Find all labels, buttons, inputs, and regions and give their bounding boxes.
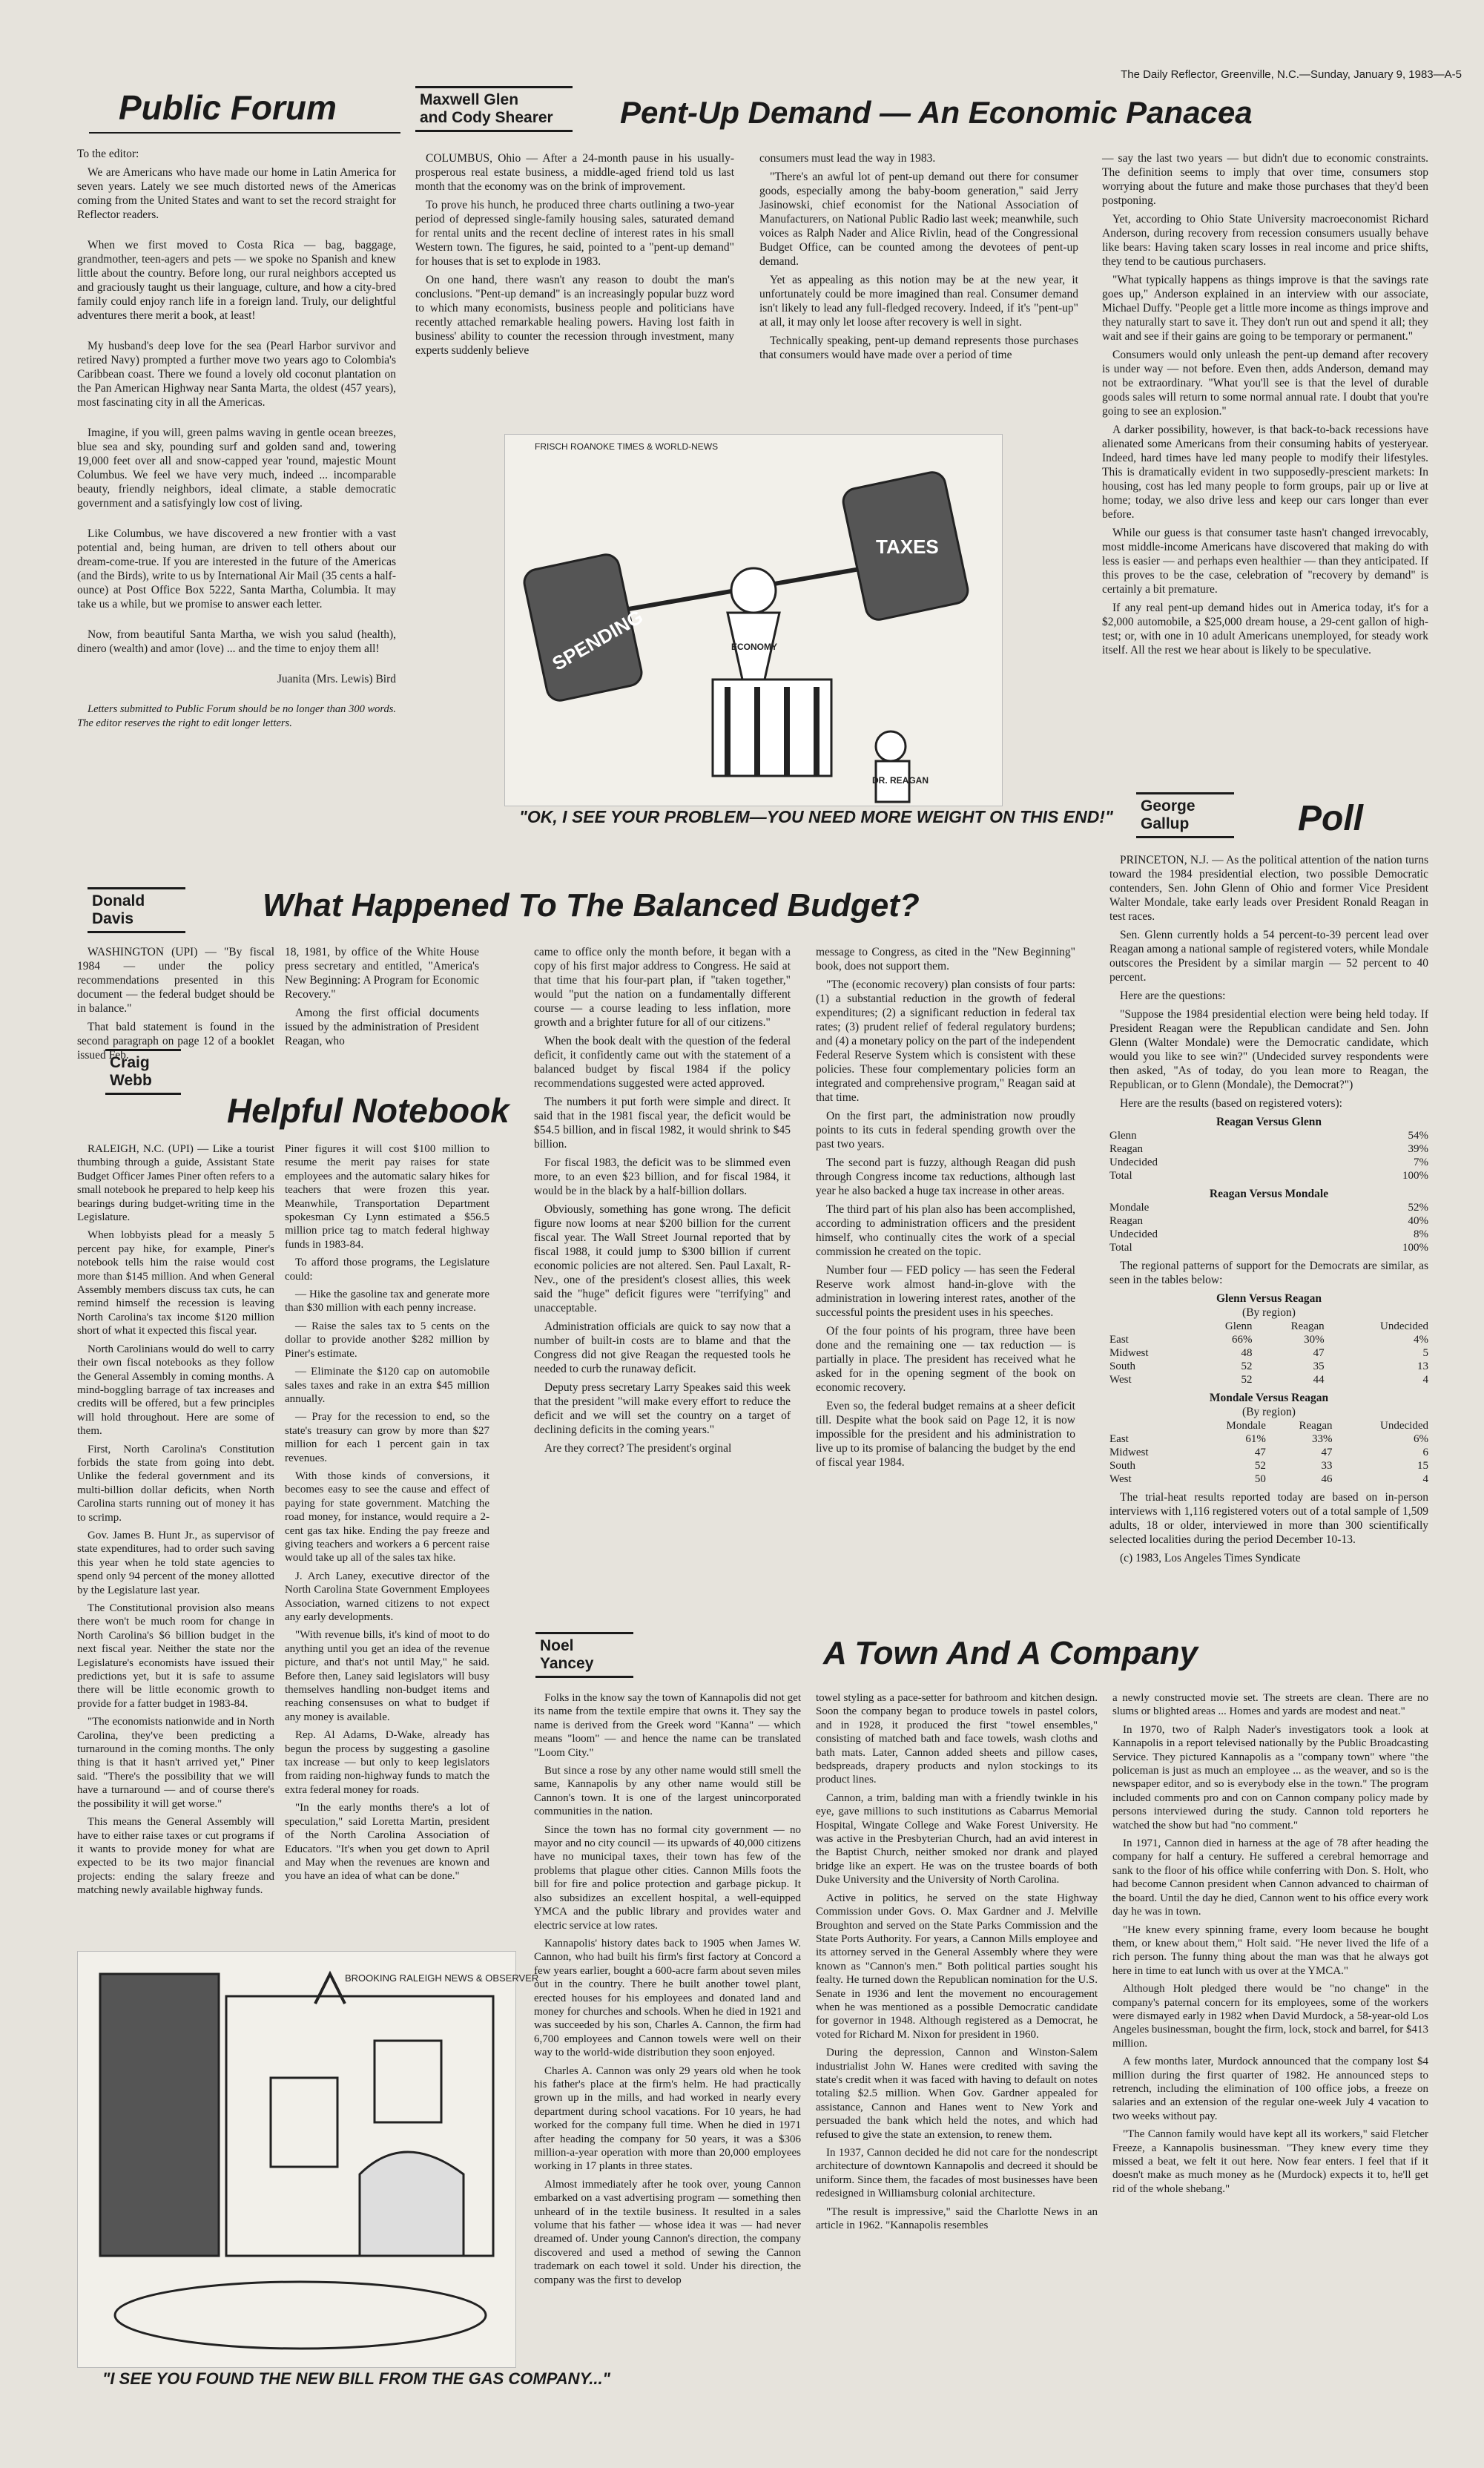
table-header: Undecided: [1380, 1320, 1428, 1332]
poll-table-title: Reagan Versus Mondale: [1209, 1188, 1329, 1200]
table-cell: 4: [1422, 1473, 1428, 1485]
cartoon-drawing: [78, 1952, 539, 2367]
table-cell: Undecided: [1109, 1228, 1158, 1240]
poll-paragraph: Sen. Glenn currently holds a 54 percent-to-39 percent lead over Reagan among a national sample of registered voters, while Mondale outscores the President by a similar margin — 52 percent to 40 percent.: [1109, 929, 1428, 984]
table-row: [1109, 1142, 1428, 1156]
poll-paragraph: Here are the questions:: [1120, 990, 1226, 1002]
masthead: The Daily Reflector, Greenville, N.C.—Sunday, January 9, 1983—A-5: [1121, 68, 1462, 81]
table-cell: 30%: [1304, 1334, 1325, 1346]
table-cell: 52: [1241, 1374, 1253, 1386]
article-paragraph: When the book dealt with the question of the federal deficit, it confidently came out with the statement of a balanced budget by fiscal 1984 if the policy recommendations suggested were acted approved.: [534, 1035, 791, 1090]
poll-paragraph: The regional patterns of support for the Democrats are similar, as seen in the tables below:: [1109, 1260, 1428, 1286]
table-cell: 13: [1417, 1360, 1428, 1372]
poll-table-title: Reagan Versus Glenn: [1216, 1116, 1322, 1128]
table-cell: 100%: [1402, 1170, 1428, 1182]
article-paragraph: During the depression, Cannon and Winston-Salem industrialist John W. Hanes were credited with saving the state's credit when it was faced with having to default on notes totaling $2.5 million. When Gov. Gardner appealed for assistance, Cannon and Hanes went to New York and persuaded the bank which held the notes, and which had refused to give the state an extension, to renew them.: [816, 2047, 1098, 2141]
poll-paragraph: The trial-heat results reported today are based on in-person interviews with 1,116 registered voters out of a total sample of 1,509 adults, 18 or older, interviewed in more than 300 scientifically selected localities during the period December 10-13.: [1109, 1491, 1428, 1546]
table-header: Mondale: [1226, 1420, 1266, 1432]
table-cell: Midwest: [1109, 1447, 1149, 1458]
article-paragraph: This means the General Assembly will have to either raise taxes or cut programs if it wants to provide money for what are expected to be its two major financial projects: ending the salary freeze and matching newly available highway funds.: [77, 1816, 274, 1897]
article-paragraph: Charles A. Cannon was only 29 years old when he took his father's place at the firm's helm. He had practically grown up in the mills, and had worked in nearly every department during school vacations. For 10 years, he had worked for the company full time. When he died in 1971 after heading the company for 50 years, it was a $306 million-a-year operation with more than 20,000 employees working in 17 plants in three states.: [534, 2064, 801, 2173]
article-paragraph: Deputy press secretary Larry Speakes said this week that the president "will make every effort to reduce the deficit and we will set the country on a target of declining deficits in the coming years.": [534, 1381, 791, 1436]
article-paragraph: Gov. James B. Hunt Jr., as supervisor of state expenditures, had to order such saving this year when he told state agencies to spend only 94 percent of the money allotted by the Legislature last year.: [77, 1529, 274, 1596]
table-cell: East: [1109, 1433, 1129, 1445]
table-row: [1109, 1360, 1428, 1373]
article-paragraph: "The result is impressive," said the Charlotte News in an article in 1962. "Kannapolis resembles: [816, 2205, 1098, 2232]
table-cell: 6: [1422, 1447, 1428, 1458]
cartoon-drawing: [505, 435, 1002, 806]
table-row: [1109, 1156, 1428, 1169]
article-paragraph: On one hand, there wasn't any reason to doubt the man's conclusions. "Pent-up demand" is an increasingly popular buzz word to which many economists, business people and politicians have recently attached remarkable healing powers. Having lost faith in business' ability to counter the recession through investment, many experts suddenly believe: [415, 274, 734, 357]
article-paragraph: "What typically happens as things improve is that the savings rate goes up," Anderson explained in an interview with our associate, Michael Duffy. "People get a little more income as things improve and they naturally start to save it. They don't run out and spend it all; they wait and see if their gains are going to be temporary or permanent.": [1102, 274, 1428, 343]
article-paragraph: If any real pent-up demand hides out in America today, it's for a $2,000 automobile, a $25,000 dream house, a 29-cent gallon of high-test; or, with one in 10 adult Americans unemployed, for steady work itself. All the rest we hear about is likely to be speculative.: [1102, 602, 1428, 657]
article-paragraph: Cannon, a trim, balding man with a friendly twinkle in his eye, gave millions to such institutions as Cabarrus Memorial Hospital, Wingate College and Wake Forest University. He was active in the Presbyterian Church, had an avid interest in the Baptist Church, neither smoked nor drank and played bridge like an expert. He was on the trustee boards of both Duke University and the University of North Carolina.: [816, 1791, 1098, 1886]
table-cell: 33%: [1311, 1433, 1333, 1445]
article-paragraph: The second part is fuzzy, although Reagan did push through Congress income tax reductions, although last year he also backed a huge tax increase in other areas.: [816, 1156, 1075, 1197]
table-cell: South: [1109, 1460, 1136, 1472]
article-paragraph: Folks in the know say the town of Kannapolis did not get its name from the textile empire that owns it. They say the name is derived from the Greek word "Kanna" — which means "loom" — and hence the name can be translated "Loom City.": [534, 1692, 801, 1759]
town-byline: [535, 1632, 633, 1678]
table-header: Glenn: [1224, 1320, 1253, 1332]
table-cell: West: [1109, 1374, 1132, 1386]
town-column-2: [816, 1691, 1098, 2237]
poll-table-glenn: [1109, 1129, 1428, 1182]
table-cell: Glenn: [1109, 1130, 1137, 1142]
table-cell: 44: [1313, 1374, 1325, 1386]
table-cell: 66%: [1232, 1334, 1253, 1346]
weightlifter-caption: "OK, I SEE YOUR PROBLEM—YOU NEED MORE WEIGHT ON THIS END!": [519, 807, 1113, 826]
article-paragraph: COLUMBUS, Ohio — After a 24-month pause in his usually-prosperous real estate business, a middle-aged friend told us last month that the economy was on the brink of improvement.: [415, 152, 734, 193]
article-paragraph: towel styling as a pace-setter for bathroom and kitchen design. Soon the company began to produce towels in pastel colors, and in 1928, it produced the first "towel ensembles," consisting of matched bath and face towels, wash cloths and bath mats. Later, Cannon added sheets and pillow cases, bedspreads, drapery products and nylon stockings to its product lines.: [816, 1692, 1098, 1786]
forum-salutation: To the editor:: [77, 148, 139, 160]
article-paragraph: First, North Carolina's Constitution forbids the state from going into debt. Unlike the federal government and its multi-billion dollar deficits, when North Carolina starts running out of money it has to scrimp.: [77, 1443, 274, 1524]
article-paragraph: Kannapolis' history dates back to 1905 when James W. Cannon, who had built his firm's first factory at Concord a few years earlier, bought a 600-acre farm about seven miles out in the country. There he built another towel plant, erected houses for his employees and donated land and money for churches and schools. When he died in 1921 and was succeeded by his son, Charles A. Cannon, the firm had 6,700 employees and Cannon towels were well on their way to the world-wide distribution they soon enjoyed.: [534, 1937, 801, 2059]
balanced-column-3: [534, 945, 791, 1460]
public-forum-column: [77, 147, 396, 735]
byline-name: Noel: [540, 1637, 574, 1654]
town-column-1: [534, 1691, 801, 2291]
table-row: [1109, 1228, 1428, 1241]
poll-paragraph: "Suppose the 1984 presidential election were being held today. If President Reagan were the Republican candidate and Sen. John Glenn (Walter Mondale) were the Democratic candidate, which would you like to see win?" (Undecided survey respondents were then asked, "As of today, do you lean more to Reagan, the Republican, or to Glenn (Mondale), the Democrat?"): [1109, 1008, 1428, 1091]
notebook-column-2: [285, 1142, 489, 1888]
forum-policy-note: Letters submitted to Public Forum should be no longer than 300 words. The editor reserves the right to edit longer letters.: [77, 703, 396, 729]
byline-name: Donald: [92, 892, 145, 909]
article-paragraph: Piner figures it will cost $100 million to resume the merit pay raises for state employees and the automatic salary hikes for teachers that were frozen this year. Meanwhile, Transportation Department spokesman Cy Lynn estimated a $56.5 million price tag to match federal highway funds in 1983-84.: [285, 1143, 489, 1251]
public-forum-title: Public Forum: [119, 88, 337, 127]
weightlifter-cartoon: [504, 434, 1003, 806]
article-paragraph: In 1937, Cannon decided he did not care for the nondescript architecture of downtown Kannapolis and decreed it should be uniform. Since them, the facades of most businesses have been redesigned in Williamsburg colonial architecture.: [816, 2147, 1098, 2200]
table-row: [1109, 1241, 1428, 1254]
poll-paragraph: Here are the results (based on registered voters):: [1120, 1097, 1342, 1110]
article-paragraph: In 1971, Cannon died in harness at the age of 78 after heading the company for half a century. He suffered a cerebral hemorrage and sank to the floor of his office while conferring with Don. S. Holt, who had become Cannon president when Cannon advanced to chairman of the board. Until the day he died, Cannon went to his office every work day he was in town.: [1112, 1837, 1428, 1918]
pent-up-byline: [415, 86, 573, 132]
table-row: [1109, 1201, 1428, 1214]
article-paragraph: "He knew every spinning frame, every loom because he bought them, or knew about them," Holt said. "He never lived the life of a rich person. The funny thing about the man was that he always got here in time to eat lunch with us over at the YMCA.": [1112, 1924, 1428, 1977]
forum-paragraph: Now, from beautiful Santa Martha, we wish you salud (health), dinero (wealth) and amor (love) ... and the time to enjoy them all!: [77, 628, 396, 655]
pent-up-column-1: [415, 151, 734, 362]
table-cell: 47: [1321, 1447, 1333, 1458]
cartoon-credit: BROOKING RALEIGH NEWS & OBSERVER: [345, 1972, 539, 1984]
table-cell: Total: [1109, 1242, 1132, 1254]
article-paragraph: For fiscal 1983, the deficit was to be slimmed even more, to an even $23 billion, and for fiscal 1984, it would be in the black by a half-billion dollars.: [534, 1156, 791, 1197]
table-header: Reagan: [1299, 1420, 1333, 1432]
article-paragraph: That bald statement is found in the second paragraph on page 12 of a booklet issued Feb.: [77, 1021, 274, 1062]
table-header: Undecided: [1380, 1420, 1428, 1432]
cartoon-credit: FRISCH ROANOKE TIMES & WORLD-NEWS: [535, 441, 719, 452]
table-cell: 47: [1313, 1347, 1325, 1359]
poll-column: [1109, 853, 1428, 1570]
forum-paragraph: When we first moved to Costa Rica — bag, baggage, grandmother, teen-agers and pets — we spoke no Spanish and knew little about the country. Before long, our rural neighbors accepted us and graciously taught us their language, culture, and how a city-bred family could enjoy ranch life in a foreign land. Truly, our delightful adventures there merit a book, at least!: [77, 239, 396, 322]
table-cell: 15: [1417, 1460, 1428, 1472]
byline-name: Craig: [110, 1054, 150, 1071]
article-paragraph: Obviously, something has gone wrong. The deficit figure now looms at near $200 billion for the current fiscal year. The Wall Street Journal reported that by fiscal 1988, it could jump to $300 billion if current economic policies are not altered. Sen. Paul Laxalt, R-Nev., one of the president's closest allies, this week said the "huge" deficit figures were "terrifying" and unacceptable.: [534, 1203, 791, 1314]
table-cell: 52: [1241, 1360, 1253, 1372]
article-paragraph: A few months later, Murdock announced that the company lost $4 million during the first quarter of 1982. He announced steps to retrench, including the elimination of 100 office jobs, a freeze on salaries and an extension of the regular one-week July 4 vacation to two weeks without pay.: [1112, 2056, 1428, 2122]
table-cell: 100%: [1402, 1242, 1428, 1254]
table-row: [1109, 1432, 1428, 1446]
forum-signature: Juanita (Mrs. Lewis) Bird: [277, 673, 396, 685]
byline-name: Maxwell Glen: [420, 91, 519, 108]
poll-table-mondale-region: [1109, 1419, 1428, 1486]
article-paragraph: WASHINGTON (UPI) — "By fiscal 1984 — under the policy recommendations presented in this document — the federal budget should be in balance.": [77, 946, 274, 1015]
balanced-byline: [88, 887, 185, 933]
notebook-byline: [105, 1049, 181, 1095]
article-paragraph: — Pray for the recession to end, so the state's treasury can grow by more than $27 million for each 1 percent gain in tax revenues.: [285, 1411, 489, 1464]
byline-name: Davis: [92, 910, 134, 927]
article-paragraph: — Raise the sales tax to 5 cents on the dollar to provide another $282 million by Piner's estimate.: [285, 1320, 489, 1360]
table-row: [1109, 1419, 1428, 1432]
table-cell: 61%: [1245, 1433, 1266, 1445]
byline-name: George: [1141, 797, 1196, 815]
table-cell: 46: [1321, 1473, 1333, 1485]
gas-bill-caption: "I SEE YOU FOUND THE NEW BILL FROM THE GAS COMPANY...": [102, 2369, 610, 2388]
table-row: [1109, 1459, 1428, 1472]
article-paragraph: Of the four points of his program, three have been done and the remaining one — tax reduction — is partially in place. The president has received what he asked for in the opening segment of the book on economic recovery.: [816, 1325, 1075, 1394]
notebook-title: Helpful Notebook: [227, 1091, 509, 1130]
table-cell: 40%: [1408, 1215, 1428, 1227]
table-row: [1109, 1446, 1428, 1459]
article-paragraph: a newly constructed movie set. The streets are clean. There are no slums or blighted areas ... Homes and yards are modest and neat.": [1112, 1692, 1428, 1718]
forum-paragraph: My husband's deep love for the sea (Pearl Harbor survivor and retired Navy) prompted a further move two years ago to Colombia's Caribbean coast. There we found a lovely old coconut plantation on the Pan American Highway near Santa Marta, the oldest (457 years), most fascinating city in all the Americas.: [77, 340, 396, 409]
article-paragraph: Active in politics, he served on the state Highway Commission under Govs. O. Max Gardner and J. Melville Broughton and served on the State Parks Commission and the State Ports Authority. For years, a Cannon Mills employee and its attorney served in the General Assembly where they were known as "Cannon's men." Both political parties sought his fealty. He turned down the Republican nomination for the U.S. Senate in 1936 and lent the movement no encouragement when he was mentioned as a possible Democratic candidate for governor in 1948. Although registered as a Democrat, he voted for Richard M. Nixon for president in 1960.: [816, 1892, 1098, 2041]
poll-title: Poll: [1298, 799, 1364, 838]
article-paragraph: Although Holt pledged there would be "no change" in the company's paternal concern for its employees, some of the workers were dismayed early in 1982 when David Murdock, a 58-year-old Los Angeles businessman, bought the firm, lock, stock and barrel, for $413 million.: [1112, 1983, 1428, 2050]
poll-table-title: Glenn Versus Reagan: [1216, 1292, 1322, 1305]
article-paragraph: The Constitutional provision also means there won't be much room for change in North Carolina's $6 billion budget in the next fiscal year. Neither the state nor the Legislature's economists have issued their predictions yet, but it is safe to assume there will be little economic growth to provide for a fatter budget in 1983-84.: [77, 1602, 274, 1710]
article-paragraph: — Hike the gasoline tax and generate more than $30 million with each penny increase.: [285, 1289, 489, 1314]
table-cell: 52%: [1408, 1202, 1428, 1214]
article-paragraph: — say the last two years — but didn't due to economic constraints. The definition seems to imply that over time, consumers stop worrying about the future and make those purchases that they'd been postponing.: [1102, 152, 1428, 207]
article-paragraph: consumers must lead the way in 1983.: [759, 152, 936, 165]
table-row: [1109, 1333, 1428, 1346]
pent-up-title: Pent-Up Demand — An Economic Panacea: [620, 95, 1253, 130]
poll-table-mondale: [1109, 1201, 1428, 1254]
forum-paragraph: We are Americans who have made our home in Latin America for seven years. Lately we see much distorted news of the Americas coming from the United States and want to set the record straight for Reflector readers.: [77, 166, 396, 221]
table-header: Reagan: [1290, 1320, 1325, 1332]
table-cell: Reagan: [1109, 1143, 1143, 1155]
pent-up-column-3: [1102, 151, 1428, 668]
table-cell: West: [1109, 1473, 1132, 1485]
table-cell: Mondale: [1109, 1202, 1150, 1214]
article-paragraph: "With revenue bills, it's kind of moot to do anything until you get an idea of the revenue picture, and that's not until May," he said. Before then, Laney said legislators will busy themselves handling non-budget items and reaching consensuses on what to budget if any money is available.: [285, 1629, 489, 1723]
article-paragraph: message to Congress, as cited in the "New Beginning" book, does not support them.: [816, 946, 1075, 973]
article-paragraph: The numbers it put forth were simple and direct. It said that in the 1981 fiscal year, the deficit would be $54.5 billion, and in fiscal 1982, it would shrink to $45 billion.: [534, 1096, 791, 1151]
forum-paragraph: Imagine, if you will, green palms waving in gentle ocean breezes, blue sea and sky, pounding surf and golden sand and, towering 19,000 feet over all and snow-capped year 'round, majestic Mount Columbus. We feel we have very much, indeed ... incomparable beauty, friendly neighbors, ideal climate, a stable democratic government and a satisfyingly low cost of living.: [77, 427, 396, 510]
article-paragraph: Are they correct? The president's orginal: [544, 1442, 732, 1455]
article-paragraph: But since a rose by any other name would still smell the same, Kannapolis by any other name would still be Cannon's town. It is one of the largest unincorporated communities in the nation.: [534, 1765, 801, 1818]
table-row: [1109, 1346, 1428, 1360]
table-header: [1109, 1419, 1187, 1432]
table-row: [1109, 1472, 1428, 1486]
poll-table-title: Mondale Versus Reagan: [1209, 1392, 1329, 1404]
table-cell: East: [1109, 1334, 1129, 1346]
table-cell: 8%: [1414, 1228, 1428, 1240]
article-paragraph: "The economists nationwide and in North Carolina, they've been predicting a turnaround in the coming months. The only thing is that it hasn't arrived yet," Piner said. "There's the possibility that we will have a turnaround — and of course there's the possibility it will get worse.": [77, 1716, 274, 1810]
article-paragraph: "In the early months there's a lot of speculation," said Loretta Martin, president of the North Carolina Association of Educators. "It's when you get down to April and May when the revenues are known and you have an idea of what can be done.": [285, 1802, 489, 1883]
balanced-column-4: [816, 945, 1075, 1474]
table-row: [1109, 1214, 1428, 1228]
poll-byline: [1136, 792, 1234, 838]
article-paragraph: J. Arch Laney, executive director of the North Carolina State Government Employees Association, warned citizens to not expect any early developments.: [285, 1570, 489, 1623]
article-paragraph: Administration officials are quick to say now that a number of built-in costs are to blame and that the Congress did not give Reagan the requested tools he needed to curb the runaway deficit.: [534, 1320, 791, 1375]
table-cell: Undecided: [1109, 1156, 1158, 1168]
spending-label: SPENDING: [548, 605, 647, 675]
article-paragraph: — Eliminate the $120 cap on automobile sales taxes and rake in an extra $45 million annually.: [285, 1366, 489, 1405]
table-cell: 52: [1254, 1460, 1266, 1472]
article-paragraph: Consumers would only unleash the pent-up demand after recovery is under way — not before. Even then, adds Anderson, demand may not be extraordinary. "What you'll see is that the level of durable goods sales will return to some normal annual rate. I doubt that you're going to see an explosion.": [1102, 349, 1428, 418]
table-cell: 54%: [1408, 1130, 1428, 1142]
table-cell: 50: [1254, 1473, 1266, 1485]
article-paragraph: Rep. Al Adams, D-Wake, already has begun the process by suggesting a gasoline tax increase — but only to keep legislators from raiding non-highway funds to match the extra federal money for roads.: [285, 1729, 489, 1796]
article-paragraph: While our guess is that consumer taste hasn't changed irrevocably, most middle-income Americans have discovered that making do with less is easier — and perhaps even healthier — than they anticipated. If this proves to be the case, celebration of "recovery by demand" is certainly a bit premature.: [1102, 527, 1428, 596]
article-paragraph: When lobbyists plead for a measly 5 percent pay hike, for example, Piner's notebook tells him the raise would cost more than $145 million. And when General Assembly members discuss tax cuts, he can remind himself the recession is leaving North Carolina's tax income $120 million short of what it expected this fiscal year.: [77, 1229, 274, 1337]
article-paragraph: Among the first official documents issued by the administration of President Reagan, who: [285, 1007, 479, 1047]
byline-name: and Cody Shearer: [420, 109, 553, 126]
table-cell: 4%: [1414, 1334, 1428, 1346]
article-paragraph: To prove his hunch, he produced three charts outlining a two-year period of depressed single-family housing sales, saturated demand for rental units and the recent decline of interest rates in his small Western town. The figures, he said, pointed to a "pent-up demand" for houses that is set to explode in 1983.: [415, 199, 734, 268]
article-paragraph: Number four — FED policy — has seen the Federal Reserve work almost hand-in-glove with the administration in lowering interest rates, another of the successful points the president uses in his speeches.: [816, 1264, 1075, 1319]
poll-paragraph: PRINCETON, N.J. — As the political attention of the nation turns toward the 1984 presidential election, two possible Democratic contenders, Sen. John Glenn of Ohio and former Vice President Walter Mondale, take early leads over President Ronald Reagan in test races.: [1109, 854, 1428, 923]
article-paragraph: A darker possibility, however, is that back-to-back recessions have alienated some Americans from their consuming habits of yesteryear. Indeed, hard times have led many people to modify their lifestyles. This is dramatically evident in two supposedly-prescient markets: In housing, cost has led many people to form groups, pair up or live at home; today, we also drive less and keep our cars longer than ever before.: [1102, 424, 1428, 521]
article-paragraph: "There's an awful lot of pent-up demand out there for consumer goods, especially among the baby-boom generation," said Jerry Jasinowski, chief economist for the National Association of Manufacturers, on National Public Radio last week; meanwhile, such voices as Ralph Nader and Alice Rivlin, head of the Congressional Budget Office, can be counted among the devotees of pent-up demand.: [759, 171, 1078, 268]
article-paragraph: To afford those programs, the Legislature could:: [285, 1257, 489, 1283]
table-cell: 39%: [1408, 1143, 1428, 1155]
balanced-title: What Happened To The Balanced Budget?: [263, 887, 920, 924]
forum-rule: [89, 132, 400, 134]
article-paragraph: "The (economic recovery) plan consists of four parts: (1) a substantial reduction in the growth of federal expenditures; (2) a significant reduction in federal tax rates; (3) prudent relief of federal regulatory burdens; and (4) a monetary policy on the part of the independent Federal Reserve System which is consistent with these policies. These four complementary policies form an integrated and comprehensive program," Reagan said at that time.: [816, 978, 1075, 1104]
article-paragraph: On the first part, the administration now proudly points to its cuts in federal spending growth over the past two years.: [816, 1110, 1075, 1151]
table-cell: Total: [1109, 1170, 1132, 1182]
article-paragraph: In 1970, two of Ralph Nader's investigators took a look at Kannapolis in a report televised nationally by the Public Broadcasting Service. They pictured Kannapolis as a "company town" where "the policeman is just as much an employee ... as the weaver, and so is the newspaper editor, and so is everybody else in the town." The program included comments pro and con on Cannon company policy made by persons interviewed during the study. Cannon told reporters he watched the show but had "no comment.": [1112, 1723, 1428, 1832]
table-row: [1109, 1169, 1428, 1182]
economy-label: ECONOMY: [731, 642, 778, 652]
reagan-label: DR. REAGAN: [872, 775, 929, 786]
town-column-3: [1112, 1691, 1428, 2200]
article-paragraph: Even so, the federal budget remains at a sheer deficit till. Despite what the book said on Page 12, it is now impossible for the president and his administration to live up to its promise of balancing the budget by the end of fiscal year 1984.: [816, 1400, 1075, 1469]
article-paragraph: Technically speaking, pent-up demand represents those purchases that consumers would have made over a period of time: [759, 335, 1078, 361]
pent-up-column-2: [759, 151, 1078, 366]
table-cell: 48: [1241, 1347, 1253, 1359]
poll-table-subtitle: (By region): [1242, 1406, 1296, 1418]
table-row: [1109, 1320, 1428, 1333]
table-cell: 4: [1422, 1374, 1428, 1386]
article-paragraph: came to office only the month before, it began with a copy of his first major address to Congress. He said at that time that his four-part plan, if "taken together," would "put the nation on a fundamentally different course — a course leading to less inflation, more growth and a brighter future for all of our citizens.": [534, 946, 791, 1029]
article-paragraph: The third part of his plan also has been accomplished, according to administration officers and the president himself, who continually cites the work of a special commission he created on the topic.: [816, 1203, 1075, 1258]
table-row: [1109, 1373, 1428, 1386]
table-cell: South: [1109, 1360, 1136, 1372]
table-cell: 6%: [1414, 1433, 1428, 1445]
poll-table-glenn-region: [1109, 1320, 1428, 1386]
article-paragraph: 18, 1981, by office of the White House press secretary and entitled, "America's New Beginning: A Program for Economic Recovery.": [285, 946, 479, 1001]
poll-table-subtitle: (By region): [1242, 1306, 1296, 1319]
table-cell: Reagan: [1109, 1215, 1143, 1227]
table-cell: 47: [1254, 1447, 1266, 1458]
article-paragraph: Yet, according to Ohio State University macroeconomist Richard Anderson, during recovery from recession consumers usually behave like bears: Having taken scary losses in real income and price shifts, they tend to be cautious purchasers.: [1102, 213, 1428, 268]
article-paragraph: Yet as appealing as this notion may be at the new year, it unfortunately could be more imagined than real. Consumer demand isn't likely to lead any full-fledged recovery. Indeed, if it's "pent-up" at all, it may only let loose after recovery is well in sight.: [759, 274, 1078, 329]
town-title: A Town And A Company: [823, 1635, 1198, 1671]
article-paragraph: Almost immediately after he took over, young Cannon embarked on a vast advertising program — something then unheard of in the textile business. It resulted in a sales volume that his father — whose idea it was — had never dreamed of. Under young Cannon's direction, the company discovered and used a method of sewing the Cannon trademark on each towel it sold. Under his direction, the company was the first to develop: [534, 2178, 801, 2286]
table-cell: 35: [1313, 1360, 1325, 1372]
article-paragraph: With those kinds of conversions, it becomes easy to see the cause and effect of paying for state government. Matching the road money, for instance, would require a 2-cent gas tax hike. Ending the pay freeze and giving teachers and workers a 6 percent raise would take up all of the sales tax hike.: [285, 1470, 489, 1564]
table-cell: 5: [1422, 1347, 1428, 1359]
table-cell: Midwest: [1109, 1347, 1149, 1359]
byline-name: Webb: [110, 1072, 152, 1089]
table-header: [1109, 1320, 1193, 1333]
gas-bill-cartoon: [77, 1951, 539, 2368]
table-cell: 7%: [1414, 1156, 1428, 1168]
article-paragraph: "The Cannon family would have kept all its workers," said Fletcher Freeze, a Kannapolis businessman. "They knew every time they missed a beat, we felt it out here. Now fear enters. I feel that if it doesn't make as much money as he (Murdock) expects it to, he'll get rid of the whole shebang.": [1112, 2128, 1428, 2195]
article-paragraph: North Carolinians would do well to carry their own fiscal notebooks as they follow the General Assembly in coming months. A mind-boggling barrage of tax increases and credits will be offered, but a few principles will hold throughout. Here are some of them.: [77, 1343, 274, 1438]
byline-name: Yancey: [540, 1655, 594, 1672]
balanced-column-2: [285, 945, 479, 1053]
notebook-column-1: [77, 1142, 274, 1902]
article-paragraph: RALEIGH, N.C. (UPI) — Like a tourist thumbing through a guide, Assistant State Budget Officer James Piner often refers to a small notebook he prepared to help keep his bearings during budget-writing time in the Legislature.: [77, 1143, 274, 1224]
taxes-label: TAXES: [876, 536, 939, 558]
byline-name: Gallup: [1141, 815, 1190, 832]
copyright-line: (c) 1983, Los Angeles Times Syndicate: [1120, 1552, 1301, 1564]
article-paragraph: Since the town has no formal city government — no mayor and no city council — its upwards of 40,000 citizens have no municipal taxes, their town has few of the problems that plague other cities. Cannon Mills foots the bill for fire and police protection and garbage pickup. It also subsidizes an excellent hospital, a well-equipped YMCA and the public library and provides water and electric service at low rates.: [534, 1823, 801, 1932]
table-row: [1109, 1129, 1428, 1142]
forum-paragraph: Like Columbus, we have discovered a new frontier with a vast potential and, being human, are driven to tell others about our dream-come-true. If you are interested in the future of the Americas (and the Birds), write to us by International Air Mail (35 cents a half-ounce) at Post Office Box 5222, Santa Martha, Columbia. It may take us a while, but we promise to answer each letter.: [77, 527, 396, 611]
table-cell: 33: [1321, 1460, 1333, 1472]
